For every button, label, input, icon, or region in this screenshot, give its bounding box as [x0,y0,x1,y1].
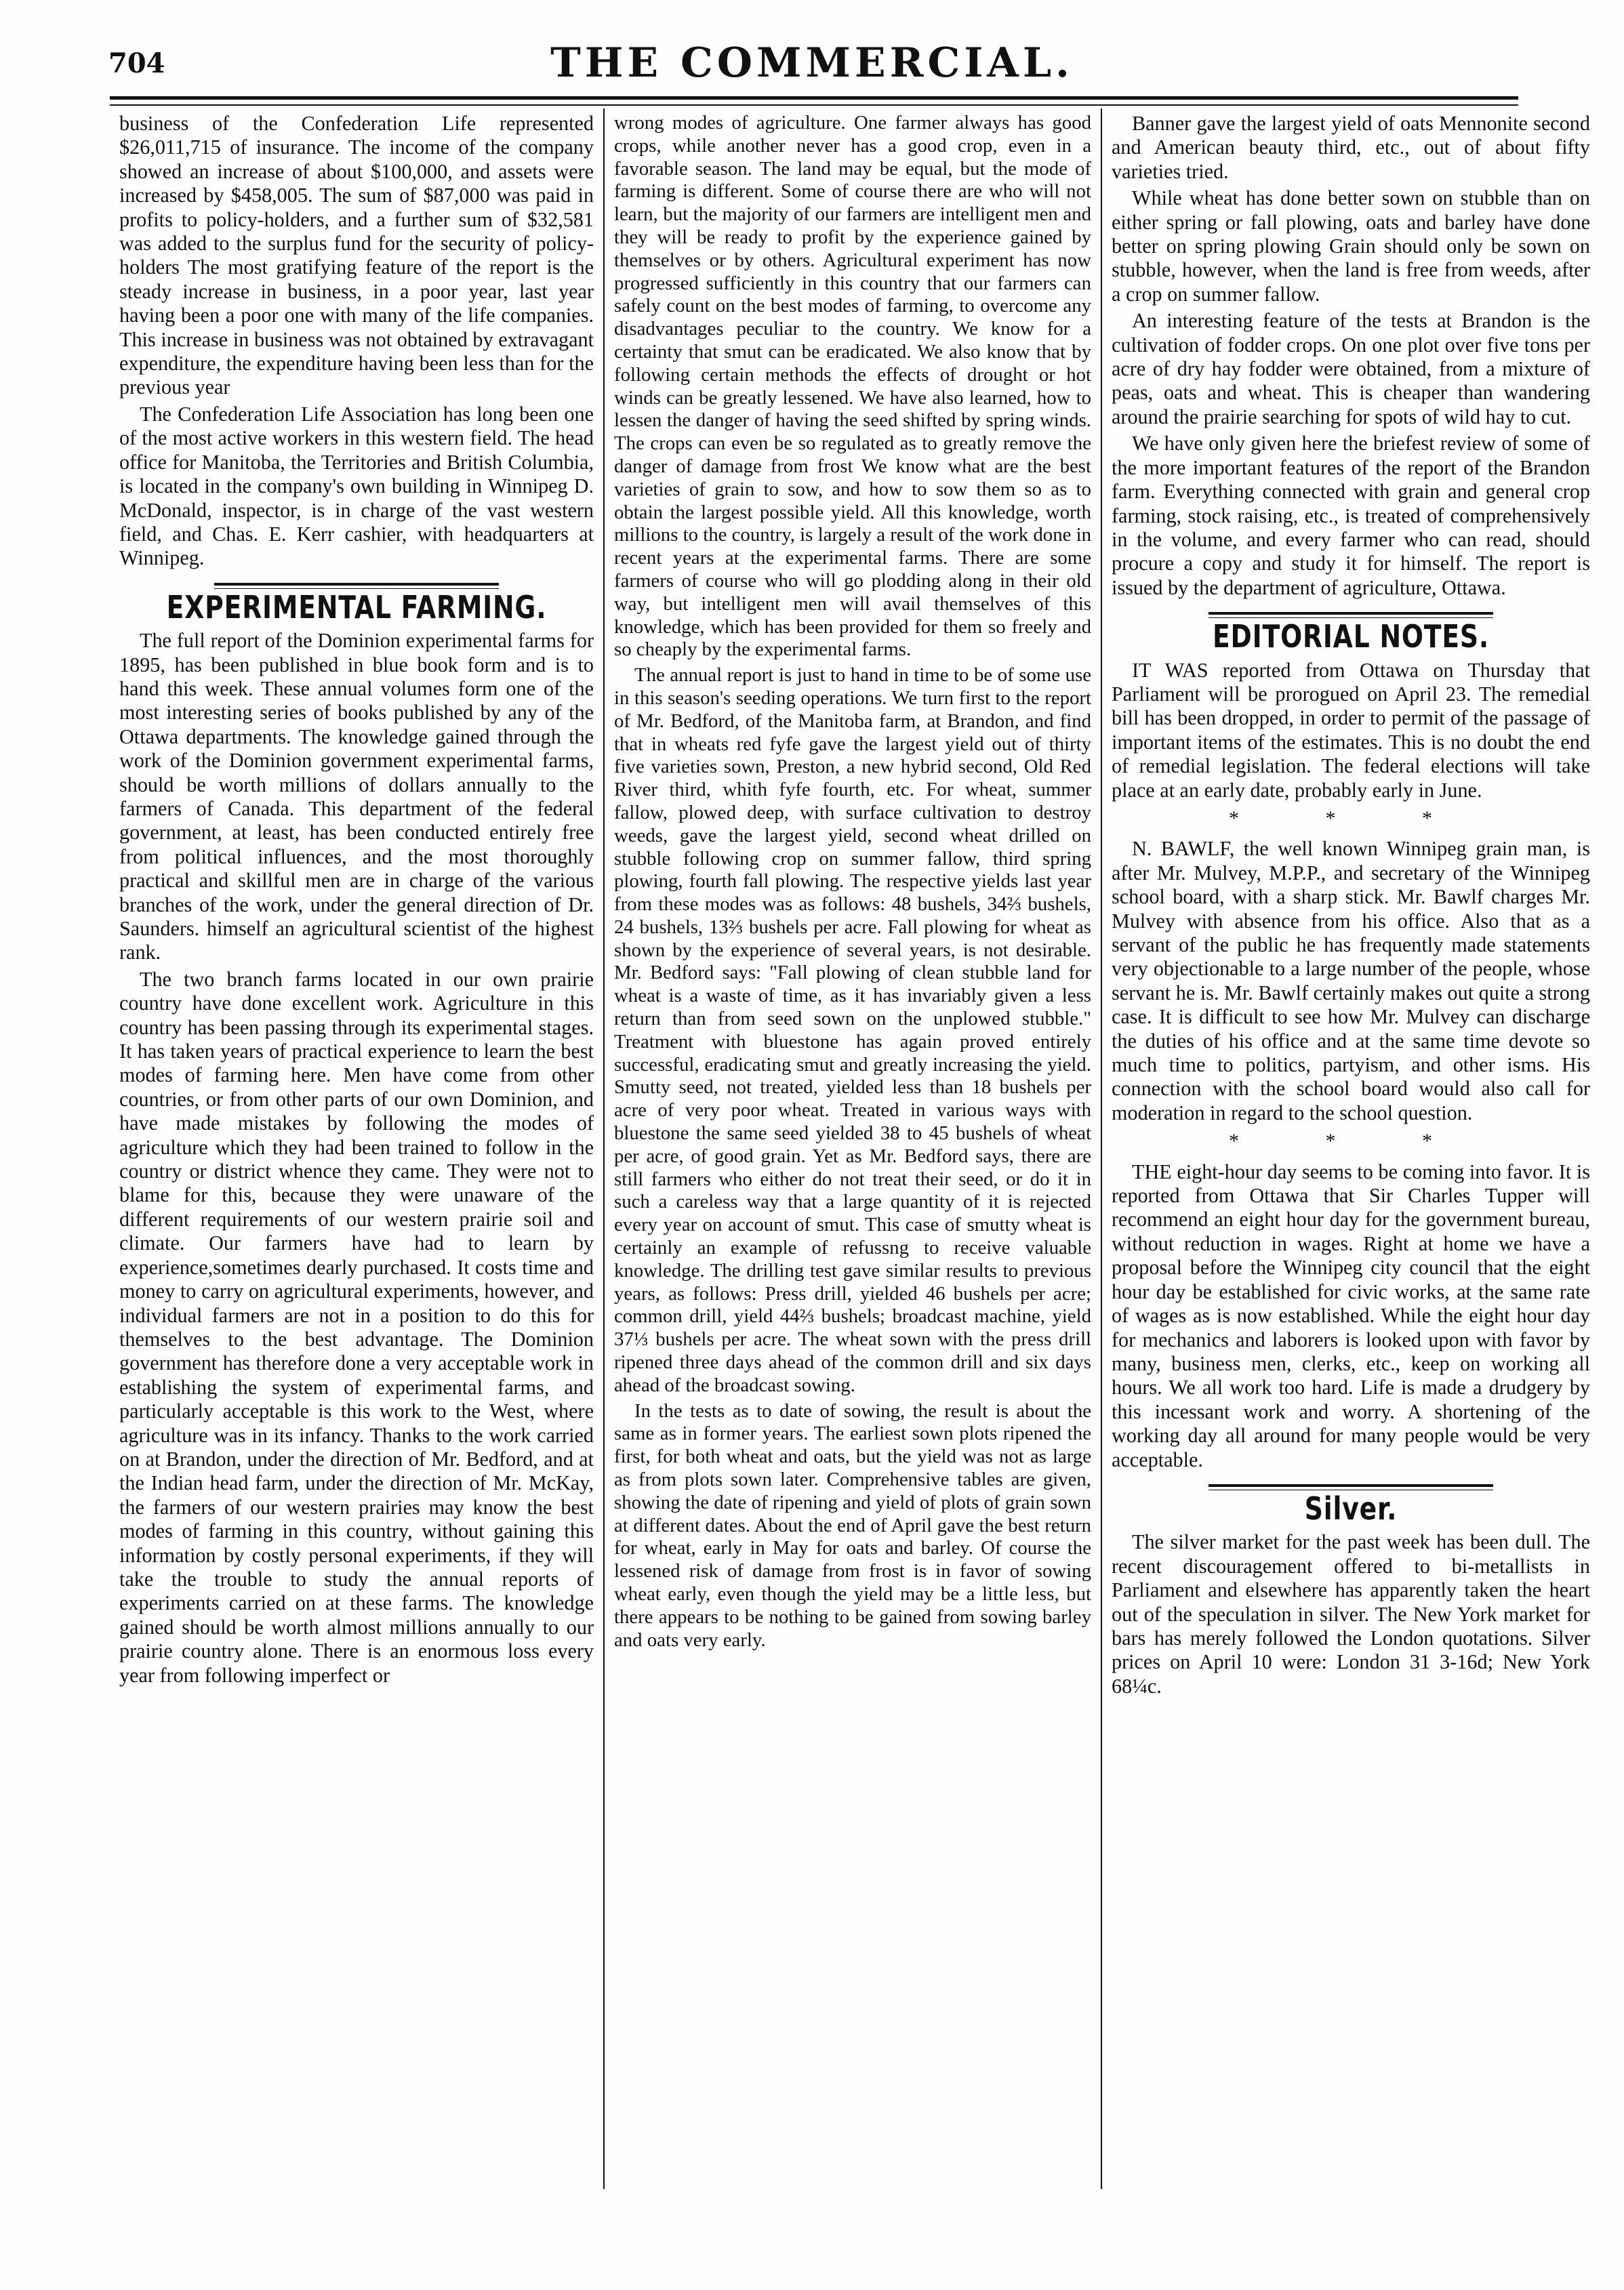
article-paragraph: IT WAS reported from Ottawa on Thursday that Parliament will be prorogued on April 23. The remedial bill has been dropped, in order to permit of the passage of important items of the estimates. This is no doubt the end of remedial legislation. The federal elections will take place at an early date, probably early in June. [1112,658,1590,802]
article-paragraph: THE eight-hour day seems to be coming into favor. It is reported from Ottawa that Sir Charles Tupper will recommend an eight hour day for the government bureau, without reduction in wages. Right at home we have a proposal before the Winnipeg city council that the eight hour day be established for civic works, at the same rate of wages as is now established. While the eight hour day for mechanics and laborers is looked upon with favor by many, business men, clerks, etc., keep on working all hours. We all work too hard. Life is made a drudgery by this incessant work and worry. A shortening of the working day all around for many people would be very acceptable. [1112,1160,1590,1471]
article-paragraph: The annual report is just to hand in time to be of some use in this season's seeding operations. We turn first to the report of Mr. Bedford, of the Manitoba farm, at Brandon, and find that in wheats red fyfe gave the largest yield out of thirty five varieties sown, Preston, a new hybrid second, Old Red River third, whith fyfe fourth, etc. For wheat, summer fallow, plowed deep, with surface cultivation to destroy weeds, gave the largest yield, second wheat drilled on stubble following crop on summer fallow, third spring plowing, fourth fall plowing. The respective yields last year from these modes was as follows: 48 bushels, 34⅔ bushels, 24 bushels, 13⅔ bushels per acre. Fall plowing for wheat as shown by the experience of several years, is not desirable. Mr. Bedford says: "Fall plowing of clean stubble land for wheat is a waste of time, as it has invariably given a less return than from seed sown on the unplowed stubble." Treatment with bluestone has again proved entirely successful, eradicating smut and greatly increasing the yield. Smutty seed, not treated, yielded less than 18 bushels per acre of very poor wheat. Treated in various ways with bluestone the same seed yielded 38 to 45 bushels of wheat per acre, of good grain. Yet as Mr. Bedford says, there are still farmers who either do not treat their seed, or do it in such a careless way that a large quantity of it is rejected every year on account of smut. This case of smutty wheat is certainly an example of refussng to receive valuable knowledge. The drilling test gave similar results to previous years, as follows: Press drill, yielded 46 bushels per acre; common drill, yield 44⅔ bushels; broadcast machine, yield 37⅓ bushels per acre. The wheat sown with the press drill ripened three days ahead of the common drill and six days ahead of the broadcast sowing. [614,664,1091,1396]
page-number: 704 [108,47,165,79]
section-divider [1209,612,1493,618]
article-paragraph: While wheat has done better sown on stubble than on either spring or fall plowing, oats and barley have done better on spring plowing Grain should only be sown on stubble, however, when the land is free from weeds, after a crop on summer fallow. [1112,186,1590,306]
column-left [119,112,594,1690]
top-rule [110,96,1518,100]
separator-stars: * * * [1229,806,1473,830]
masthead: THE COMMERCIAL. [550,39,1074,87]
section-divider [1209,1484,1493,1490]
article-paragraph: wrong modes of agriculture. One farmer always has good crops, while another never has a good crop, even in a favorable season. The land may be equal, but the mode of farming is different. Some of course there are who will not learn, but the majority of our farmers are intelligent men and they will be ready to profit by the experience gained by themselves or by others. Agricultural experiment has now progressed sufficiently in this country that our farmers can safely count on the best modes of farming, to overcome any disadvantages peculiar to the country. We know for a certainty that smut can be eradicated. We also know that by following certain methods the effects of drought or hot winds can be greatly lessened. We have also learned, how to lessen the danger of having the seed shifted by spring winds. The crops can even be so regulated as to greatly remove the danger of damage from frost We know what are the best varieties of grain to sow, and how to sow them so as to obtain the largest possible yield. All this knowledge, worth millions to the country, is largely a result of the work done in recent years at the experimental farms. There are some farmers of course who will go plodding along in their old way, but intelligent men will avail themselves of this knowledge, which has been provided for them so freely and so cheaply by the experimental farms. [614,112,1091,661]
column-middle [614,112,1091,1654]
article-paragraph: Banner gave the largest yield of oats Mennonite second and American beauty third, etc., out of about fifty varieties tried. [1112,112,1590,183]
section-divider [214,583,499,589]
section-heading: EDITORIAL NOTES. [1212,618,1490,655]
section-heading: Silver. [1304,1490,1398,1527]
column-divider [603,108,605,2189]
article-paragraph: business of the Confederation Life represented $26,011,715 of insurance. The income of the company showed an increase of about $100,000, and assets were increased by $458,005. The sum of $87,000 was paid in profits to policy-holders, and a further sum of $32,581 was added to the surplus fund for the security of policy-holders The most gratifying feature of the report is the steady increase in business, in a poor year, last year having been a poor one with many of the life companies. This increase in business was not obtained by extravagant expenditure, the expenditure having been less than for the previous year [119,112,594,399]
article-paragraph: The two branch farms located in our own prairie country have done excellent work. Agriculture in this country has been passing through its experimental stages. It has taken years of practical experience to learn the best modes of farming here. Men have come from other countries, or from other parts of our own Dominion, and have made mistakes by following the modes of agriculture which they had been trained to follow in the country or district whence they came. They were not to blame for this, because they were unaware of the different requirements of our western prairie soil and climate. Our farmers have had to learn by experience,sometimes dearly purchased. It costs time and money to carry on agricultural experiments, however, and individual farmers are not in a position to do this for themselves to the best advantage. The Dominion government has therefore done a very acceptable work in establishing the system of experimental farms, and particularly acceptable is this work to the West, where agriculture was in its infancy. Thanks to the work carried on at Brandon, under the direction of Mr. Bedford, and at the Indian head farm, under the direction of Mr. McKay, the farmers of our western prairies may know the best modes of farming in this country, without gaining this information by costly personal experiments, if they will take the trouble to study the annual reports of experiments carried on at these farms. The knowledge gained should be worth almost millions annually to our prairie country alone. There is an enormous loss every year from following imperfect or [119,967,594,1687]
article-paragraph: N. BAWLF, the well known Winnipeg grain man, is after Mr. Mulvey, M.P.P., and secretary of the Winnipeg school board, with a sharp stick. Mr. Bawlf charges Mr. Mulvey with absence from his office. Also that as a servant of the public he has frequently made statements very objectionable to a large number of the people, whose servant he is. Mr. Bawlf certainly makes out quite a strong case. It is difficult to see how Mr. Mulvey can discharge the duties of his office and at the same time devote so much time to politics, partyism, and other isms. His connection with the school board would also call for moderation in regard to the school question. [1112,837,1590,1124]
article-paragraph: The full report of the Dominion experimental farms for 1895, has been published in blue book form and is to hand this week. These annual volumes form one of the most interesting series of books published by any of the Ottawa departments. The knowledge gained through the work of the Dominion government experimental farms, should be worth millions of dollars annually to the farmers of Canada. This department of the federal government, at least, has been conducted entirely free from political influences, and the most thoroughly practical and skillful men are in charge of the various branches of the work, under the general direction of Dr. Saunders. himself an agricultural scientist of the highest rank. [119,629,594,964]
article-paragraph: We have only given here the briefest review of some of the more important features of the report of the Brandon farm. Everything connected with grain and general crop farming, stock raising, etc., is treated of comprehensively in the volume, and every farmer who can read, should procure a copy and study it for himself. The report is issued by the department of agriculture, Ottawa. [1112,432,1590,599]
column-divider [1101,108,1102,2189]
section-heading: EXPERIMENTAL FARMING. [166,588,547,626]
article-paragraph: The silver market for the past week has been dull. The recent discouragement offered to bi-metallists in Parliament and elsewhere has apparently taken the heart out of the speculation in silver. The New York market for bars has merely followed the London quotations. Silver prices on April 10 were: London 31 3-16d; New York 68¼c. [1112,1530,1590,1698]
separator-stars: * * * [1229,1130,1473,1153]
top-rule-thin [110,104,1518,106]
article-paragraph: An interesting feature of the tests at Brandon is the cultivation of fodder crops. On one plot over five tons per acre of dry hay fodder were obtained, from a mixture of peas, oats and wheat. This is cheaper than wandering around the prairie searching for spots of wild hay to cut. [1112,309,1590,428]
article-paragraph: The Confederation Life Association has long been one of the most active workers in this western field. The head office for Manitoba, the Territories and British Columbia, is located in the company's own building in Winnipeg D. McDonald, inspector, is in charge of the vast western field, and Chas. E. Kerr cashier, with headquarters at Winnipeg. [119,402,594,570]
article-paragraph: In the tests as to date of sowing, the result is about the same as in former years. The earliest sown plots ripened the first, for both wheat and oats, but the yield was not as large as from plots sown later. Comprehensive tables are given, showing the date of ripening and yield of plots of grain sown at different dates. About the end of April gave the best return for wheat, early in May for oats and barley. Of course the lessened risk of damage from frost is in favor of sowing wheat early, even though the yield may be a little less, but there appears to be nothing to be gained from sowing barley and oats very early. [614,1399,1091,1651]
column-right [1112,112,1590,1701]
